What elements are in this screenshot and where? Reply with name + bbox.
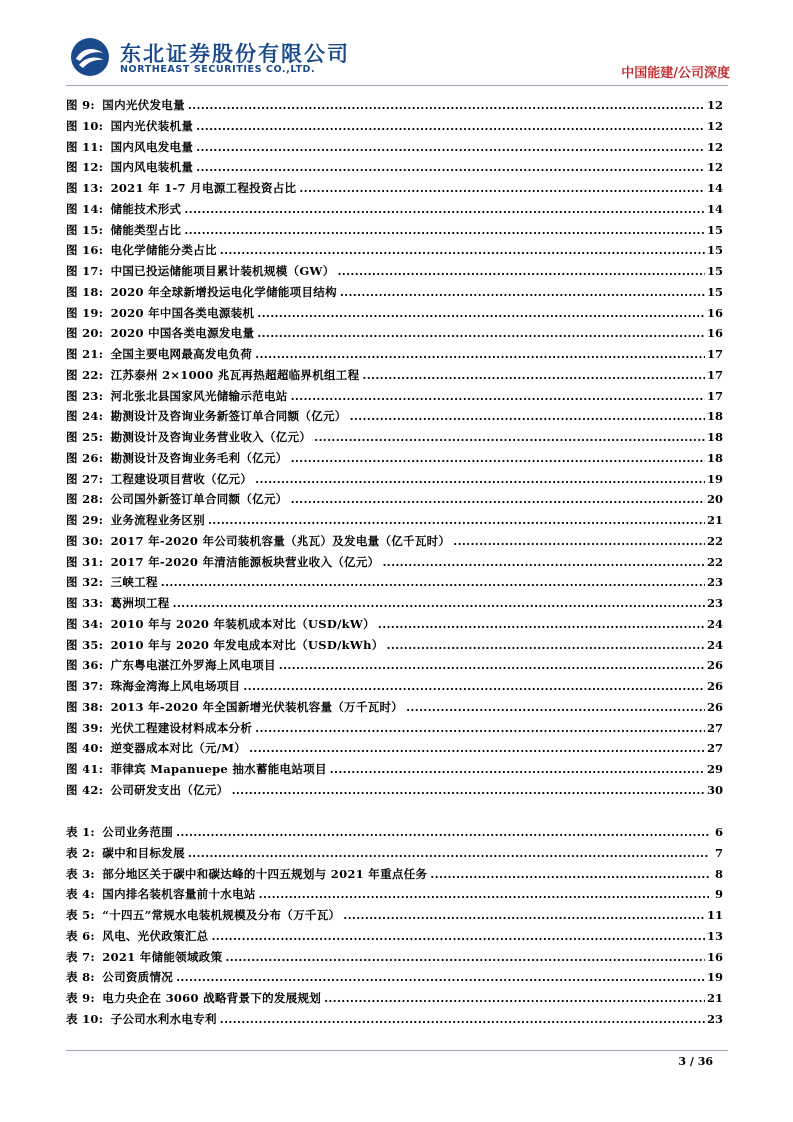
toc-entry-label: 表 9: (66, 991, 102, 1005)
table-index-entry[interactable] (66, 843, 723, 864)
page-header (0, 0, 793, 92)
figure-index-entry[interactable] (66, 323, 723, 344)
toc-entry-text (66, 635, 709, 656)
table-index-entry[interactable] (66, 905, 723, 926)
toc-entry-text (66, 864, 709, 885)
toc-entry-label: 图 21: (66, 347, 111, 361)
toc-entry-label: 图 19: (66, 306, 111, 320)
toc-entry-title: 2020 年中国各类电源装机 (111, 306, 258, 320)
figure-index-entry[interactable] (66, 365, 723, 386)
toc-entry-page: 18 (705, 448, 723, 469)
figure-index-entry[interactable] (66, 137, 723, 158)
toc-entry-page: 22 (705, 552, 723, 573)
figure-index-entry[interactable] (66, 116, 723, 137)
toc-entry-text (66, 676, 709, 697)
toc-entry-title: 河北张北县国家风光储输示范电站 (111, 389, 291, 403)
figure-index-entry[interactable] (66, 635, 723, 656)
toc-entry-page: 19 (705, 967, 723, 988)
toc-entry-label: 图 18: (66, 285, 111, 299)
toc-entry-text (66, 738, 709, 759)
toc-entry-text (66, 365, 709, 386)
toc-entry-label: 图 33: (66, 596, 111, 610)
toc-entry-page: 27 (705, 718, 723, 739)
toc-entry-title: 国内风电装机量 (111, 160, 197, 174)
toc-entry-label: 图 16: (66, 243, 111, 257)
toc-entry-title: 公司研发支出（亿元） (111, 783, 232, 797)
toc-entry-label: 图 28: (66, 492, 111, 506)
toc-entry-text (66, 448, 709, 469)
figure-index-entry[interactable] (66, 780, 723, 801)
toc-entry-title: 2010 年与 2020 年装机成本对比（USD/kW） (111, 617, 378, 631)
toc-entry-title: 2017 年-2020 年清洁能源板块营业收入（亿元） (111, 555, 383, 569)
toc-entry-title: 工程建设项目营收（亿元） (111, 472, 256, 486)
toc-entry-text (66, 261, 709, 282)
toc-entry-label: 图 14: (66, 202, 111, 216)
toc-entry-page: 15 (705, 261, 723, 282)
figure-index-entry[interactable] (66, 448, 723, 469)
toc-entry-page: 17 (705, 344, 723, 365)
toc-entry-label: 表 8: (66, 970, 102, 984)
table-index-entry[interactable] (66, 967, 723, 988)
toc-entry-label: 图 10: (66, 119, 111, 133)
figure-index-entry[interactable] (66, 572, 723, 593)
toc-entry-title: 国内光伏装机量 (111, 119, 197, 133)
toc-entry-label: 图 35: (66, 638, 111, 652)
toc-entry-label: 图 40: (66, 741, 111, 755)
toc-entry-title: 光伏工程建设材料成本分析 (111, 721, 256, 735)
toc-entry-page: 9 (713, 884, 723, 905)
figure-index-entry[interactable] (66, 282, 723, 303)
toc-entry-label: 图 36: (66, 658, 111, 672)
toc-entry-title: 风电、光伏政策汇总 (102, 929, 211, 943)
figure-index-entry[interactable] (66, 406, 723, 427)
toc-entry-label: 表 5: (66, 908, 102, 922)
toc-entry-label: 图 31: (66, 555, 111, 569)
toc-entry-title: 储能技术形式 (111, 202, 185, 216)
figure-index-entry[interactable] (66, 510, 723, 531)
toc-entry-label: 图 13: (66, 181, 111, 195)
toc-entry-title: 公司资质情况 (102, 970, 176, 984)
toc-entry-text (66, 199, 709, 220)
toc-entry-title: 葛洲坝工程 (111, 596, 173, 610)
toc-entry-page: 30 (705, 780, 723, 801)
toc-entry-text (66, 697, 709, 718)
toc-entry-title: 菲律宾 Mapanuepe 抽水蓄能电站项目 (111, 762, 330, 776)
toc-entry-title: 2017 年-2020 年公司装机容量（兆瓦）及发电量（亿千瓦时） (111, 534, 454, 548)
figure-index-entry[interactable] (66, 552, 723, 573)
toc-entry-title: 2021 年 1-7 月电源工程投资占比 (111, 181, 300, 195)
toc-entry-label: 表 2: (66, 846, 102, 860)
toc-entry-page: 23 (705, 572, 723, 593)
toc-entry-label: 图 29: (66, 513, 111, 527)
toc-entry-label: 表 4: (66, 887, 102, 901)
toc-entry-title: 子公司水利水电专利 (111, 1012, 220, 1026)
toc-entry-title: 中国已投运储能项目累计装机规模（GW） (111, 264, 338, 278)
toc-entry-page: 12 (705, 95, 723, 116)
toc-entry-title: “十四五”常规水电装机规模及分布（万千瓦） (102, 908, 343, 922)
toc-entry-label: 表 1: (66, 825, 102, 839)
toc-entry-label: 图 22: (66, 368, 111, 382)
toc-entry-page: 16 (705, 303, 723, 324)
toc-entry-text (66, 988, 709, 1009)
toc-entry-title: 2020 年全球新增投运电化学储能项目结构 (111, 285, 340, 299)
toc-entry-page: 27 (705, 738, 723, 759)
figure-index-entry[interactable] (66, 178, 723, 199)
toc-entry-title: 国内排名装机容量前十水电站 (102, 887, 258, 901)
toc-entry-page: 14 (705, 178, 723, 199)
toc-entry-text (66, 157, 709, 178)
toc-entry-text (66, 843, 709, 864)
toc-entry-page: 21 (705, 988, 723, 1009)
toc-entry-text (66, 323, 709, 344)
toc-entry-page: 7 (713, 843, 723, 864)
toc-entry-label: 表 3: (66, 867, 102, 881)
toc-entry-title: 勘测设计及咨询业务毛利（亿元） (111, 451, 291, 465)
toc-entry-label: 图 39: (66, 721, 111, 735)
toc-entry-label: 表 7: (66, 950, 102, 964)
toc-entry-page: 11 (705, 905, 723, 926)
toc-entry-text (66, 718, 709, 739)
toc-entry-text (66, 469, 709, 490)
report-type-label: 中国能建/公司深度 (621, 66, 730, 81)
toc-entry-label: 图 24: (66, 409, 111, 423)
toc-entry-title: 电化学储能分类占比 (111, 243, 220, 257)
table-index-entry[interactable] (66, 926, 723, 947)
toc-entry-page: 29 (705, 759, 723, 780)
toc-entry-label: 图 26: (66, 451, 111, 465)
toc-entry-text (66, 905, 709, 926)
table-index-entry[interactable] (66, 864, 723, 885)
toc-entry-title: 储能类型占比 (111, 223, 185, 237)
figure-index-entry[interactable] (66, 531, 723, 552)
toc-entry-label: 图 27: (66, 472, 111, 486)
toc-entry-page: 18 (705, 427, 723, 448)
toc-entry-label: 图 32: (66, 575, 111, 589)
toc-entry-label: 图 42: (66, 783, 111, 797)
toc-entry-page: 23 (705, 593, 723, 614)
toc-entry-page: 20 (705, 489, 723, 510)
toc-entry-title: 三峡工程 (111, 575, 161, 589)
toc-entry-page: 26 (705, 655, 723, 676)
company-name-cn: 东北证券股份有限公司 (120, 42, 350, 66)
toc-entry-text (66, 759, 709, 780)
toc-entry-text (66, 282, 709, 303)
toc-entry-text (66, 926, 709, 947)
toc-entry-page: 17 (705, 365, 723, 386)
toc-entry-title: 国内风电发电量 (111, 140, 197, 154)
figure-index-entry[interactable] (66, 199, 723, 220)
toc-entry-label: 图 30: (66, 534, 111, 548)
figure-index-entry[interactable] (66, 220, 723, 241)
toc-entry-page: 6 (713, 822, 723, 843)
toc-entry-label: 图 15: (66, 223, 111, 237)
figure-index-entry[interactable] (66, 95, 723, 116)
toc-entry-title: 2021 年储能领域政策 (102, 950, 225, 964)
figure-index-entry[interactable] (66, 718, 723, 739)
toc-entry-page: 8 (713, 864, 723, 885)
table-index-entry[interactable] (66, 1009, 723, 1030)
figure-index-entry[interactable] (66, 738, 723, 759)
toc-entry-title: 广东粤电湛江外罗海上风电项目 (111, 658, 279, 672)
toc-entry-page: 14 (705, 199, 723, 220)
toc-entry-label: 图 9: (66, 98, 102, 112)
toc-entry-label: 图 37: (66, 679, 111, 693)
figure-index-entry[interactable] (66, 759, 723, 780)
toc-entry-page: 23 (705, 1009, 723, 1030)
toc-entry-title: 珠海金湾海上风电场项目 (111, 679, 244, 693)
toc-entry-text (66, 427, 709, 448)
toc-entry-page: 13 (705, 926, 723, 947)
figure-index-entry[interactable] (66, 614, 723, 635)
toc-entry-label: 图 25: (66, 430, 111, 444)
toc-entry-text (66, 220, 709, 241)
toc-entry-title: 勘测设计及咨询业务营业收入（亿元） (111, 430, 315, 444)
toc-entry-label: 图 11: (66, 140, 111, 154)
toc-entry-title: 公司国外新签订单合同额（亿元） (111, 492, 291, 506)
figure-index-entry[interactable] (66, 676, 723, 697)
figure-index-entry[interactable] (66, 261, 723, 282)
toc-entry-text (66, 489, 709, 510)
toc-entry-label: 表 10: (66, 1012, 111, 1026)
toc-entry-text (66, 822, 709, 843)
toc-entry-text (66, 178, 709, 199)
figure-index-entry[interactable] (66, 489, 723, 510)
toc-entry-text (66, 137, 709, 158)
northeast-securities-logo-icon (70, 37, 110, 77)
toc-entry-page: 12 (705, 137, 723, 158)
toc-entry-text (66, 593, 709, 614)
figure-index-entry[interactable] (66, 593, 723, 614)
toc-entry-title: 2013 年-2020 年全国新增光伏装机容量（万千瓦时） (111, 700, 407, 714)
table-index-entry[interactable] (66, 884, 723, 905)
toc-entry-page: 15 (705, 220, 723, 241)
figure-index-list (66, 95, 723, 801)
toc-entry-page: 16 (705, 947, 723, 968)
toc-entry-title: 逆变器成本对比（元/M） (111, 741, 250, 755)
toc-entry-text (66, 240, 709, 261)
figure-index-entry[interactable] (66, 240, 723, 261)
toc-entry-page: 12 (705, 157, 723, 178)
toc-entry-title: 全国主要电网最高发电负荷 (111, 347, 256, 361)
figure-index-entry[interactable] (66, 697, 723, 718)
toc-entry-text (66, 614, 709, 635)
toc-entry-title: 2020 中国各类电源发电量 (111, 326, 258, 340)
toc-entry-page: 19 (705, 469, 723, 490)
toc-entry-page: 24 (705, 614, 723, 635)
footer-divider (66, 1050, 728, 1051)
toc-entry-page: 16 (705, 323, 723, 344)
toc-entry-text (66, 947, 709, 968)
figure-index-entry[interactable] (66, 469, 723, 490)
toc-entry-page: 12 (705, 116, 723, 137)
toc-entry-text (66, 884, 709, 905)
figure-index-entry[interactable] (66, 386, 723, 407)
toc-entry-page: 15 (705, 282, 723, 303)
toc-entry-label: 图 17: (66, 264, 111, 278)
toc-entry-title: 电力央企在 3060 战略背景下的发展规划 (102, 991, 324, 1005)
figure-index-entry[interactable] (66, 655, 723, 676)
toc-entry-page: 18 (705, 406, 723, 427)
toc-entry-label: 图 12: (66, 160, 111, 174)
toc-entry-label: 图 34: (66, 617, 111, 631)
toc-entry-label: 表 6: (66, 929, 102, 943)
toc-entry-text (66, 344, 709, 365)
table-index-entry[interactable] (66, 822, 723, 843)
toc-entry-label: 图 41: (66, 762, 111, 776)
toc-entry-text (66, 572, 709, 593)
toc-entry-text (66, 967, 709, 988)
figure-index-entry[interactable] (66, 303, 723, 324)
toc-entry-title: 部分地区关于碳中和碳达峰的十四五规划与 2021 年重点任务 (102, 867, 430, 881)
toc-entry-title: 碳中和目标发展 (102, 846, 188, 860)
toc-entry-text (66, 1009, 709, 1030)
table-index-entry[interactable] (66, 988, 723, 1009)
toc-entry-title: 2010 年与 2020 年发电成本对比（USD/kWh） (111, 638, 387, 652)
toc-entry-text (66, 95, 709, 116)
toc-entry-page: 21 (705, 510, 723, 531)
toc-entry-text (66, 303, 709, 324)
toc-entry-title: 勘测设计及咨询业务新签订单合同额（亿元） (111, 409, 350, 423)
figure-index-entry[interactable] (66, 157, 723, 178)
table-index-list (66, 822, 723, 1030)
toc-entry-page: 26 (705, 676, 723, 697)
toc-entry-text (66, 552, 709, 573)
toc-entry-page: 22 (705, 531, 723, 552)
toc-entry-title: 国内光伏发电量 (102, 98, 188, 112)
toc-entry-page: 24 (705, 635, 723, 656)
toc-entry-label: 图 38: (66, 700, 111, 714)
company-name-en: NORTHEAST SECURITIES CO.,LTD. (120, 64, 316, 75)
toc-entry-text (66, 406, 709, 427)
toc-entry-text (66, 510, 709, 531)
toc-entry-title: 业务流程业务区别 (111, 513, 208, 527)
toc-entry-title: 公司业务范围 (102, 825, 176, 839)
toc-entry-label: 图 23: (66, 389, 111, 403)
toc-entry-label: 图 20: (66, 326, 111, 340)
page-number: 3 / 36 (678, 1055, 713, 1068)
toc-entry-text (66, 386, 709, 407)
toc-entry-text (66, 531, 709, 552)
header-divider (66, 85, 728, 86)
toc-entry-page: 15 (705, 240, 723, 261)
toc-entry-page: 26 (705, 697, 723, 718)
toc-entry-text (66, 116, 709, 137)
table-index-entry[interactable] (66, 947, 723, 968)
toc-entry-title: 江苏泰州 2×1000 兆瓦再热超超临界机组工程 (111, 368, 363, 382)
figure-index-entry[interactable] (66, 344, 723, 365)
toc-entry-text (66, 655, 709, 676)
figure-index-entry[interactable] (66, 427, 723, 448)
toc-entry-text (66, 780, 709, 801)
toc-entry-page: 17 (705, 386, 723, 407)
